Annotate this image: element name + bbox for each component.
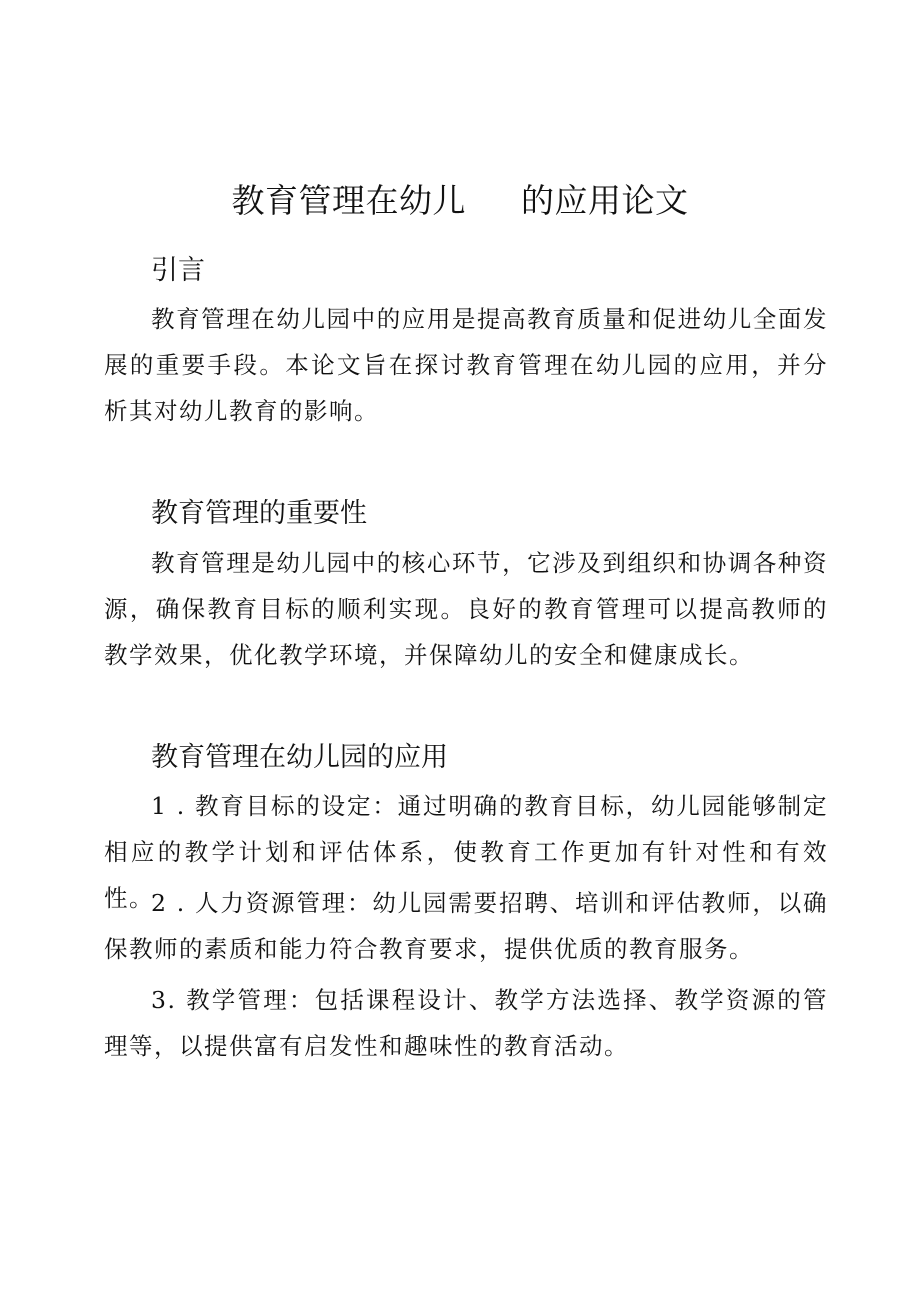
- document-title: 教育管理在幼儿 的应用论文: [231, 181, 689, 220]
- application-item-2: 2 . 人力资源管理：幼儿园需要招聘、培训和评估教师，以确保教师的素质和能力符合教育要求，提供优质的教育服务。: [104, 889, 828, 963]
- section-heading-introduction: 引言: [151, 255, 205, 286]
- importance-paragraph: 教育管理是幼儿园中的核心环节，它涉及到组织和协调各种资源，确保教育目标的顺利实现。良好的教育管理可以提高教师的教学效果，优化教学环境，并保障幼儿的安全和健康成长。: [104, 549, 828, 669]
- section-heading-application: 教育管理在幼儿园的应用: [151, 742, 448, 773]
- introduction-paragraph: 教育管理在幼儿园中的应用是提高教育质量和促进幼儿全面发展的重要手段。本论文旨在探讨教育管理在幼儿园的应用，并分析其对幼儿教育的影响。: [104, 305, 828, 425]
- application-item-1: 1 . 教育目标的设定：通过明确的教育目标，幼儿园能够制定相应的教学计划和评估体系，使教育工作更加有针对性和有效性。: [104, 792, 828, 912]
- application-item-3: 3. 教学管理：包括课程设计、教学方法选择、教学资源的管理等，以提供富有启发性和趣味性的教育活动。: [104, 986, 828, 1060]
- section-heading-importance: 教育管理的重要性: [151, 498, 367, 529]
